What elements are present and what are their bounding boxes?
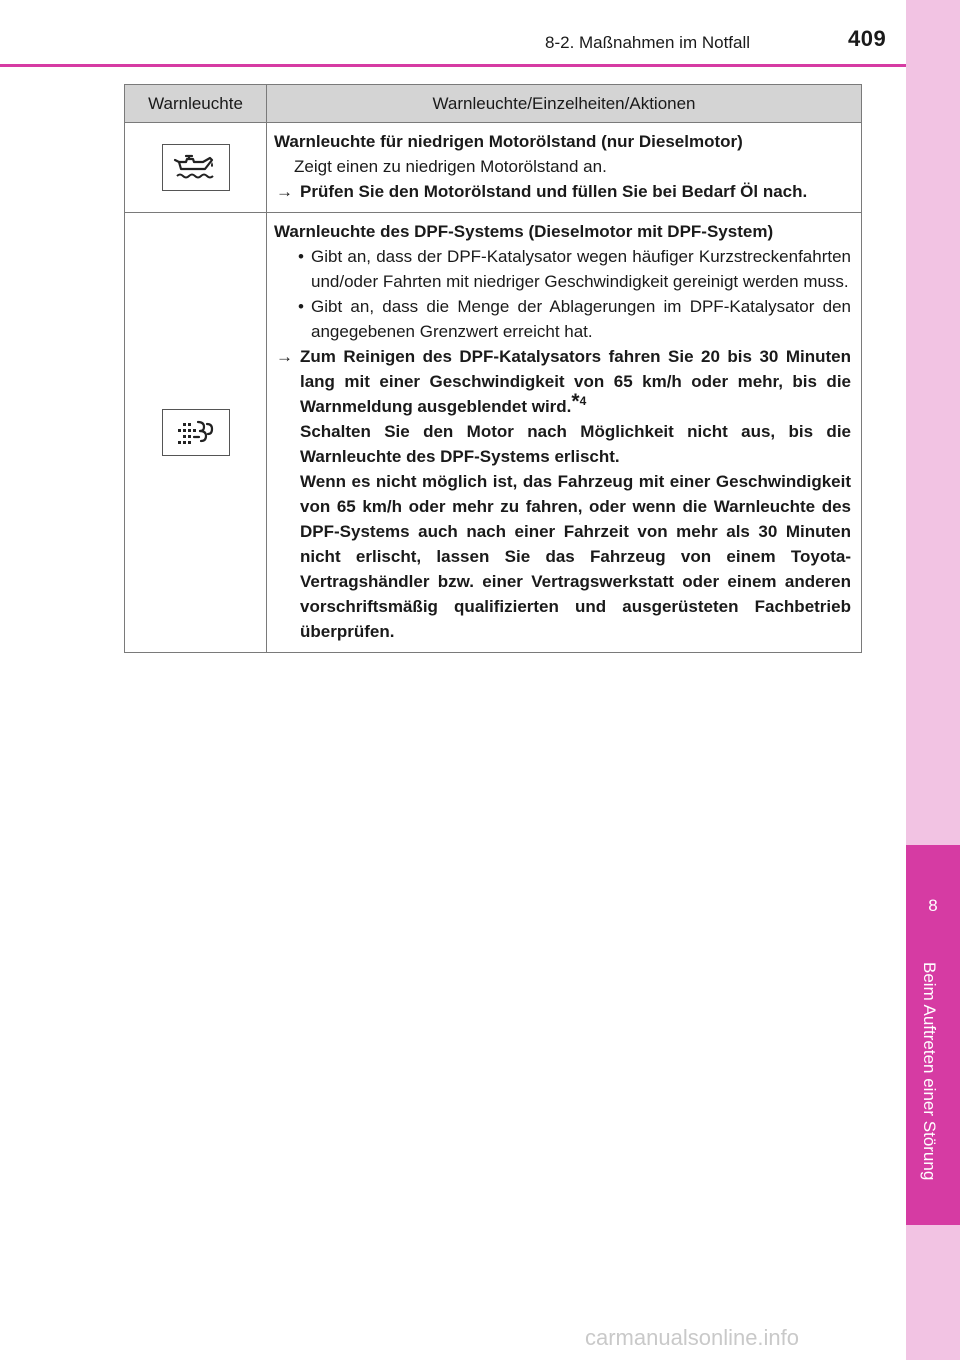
- section-title: 8-2. Maßnahmen im Notfall: [545, 33, 751, 52]
- footnote-number: 4: [579, 394, 587, 409]
- warning-light-table: [124, 84, 862, 653]
- column-header-warnleuchte: Warnleuchte: [125, 85, 267, 123]
- item-title: Warnleuchte des DPF-Systems (Dieselmotor mit DPF-System): [274, 222, 774, 241]
- chapter-number: 8: [928, 896, 938, 915]
- action-text: Zum Reinigen des DPF-Katalysators fahren Sie 20 bis 30 Minuten lang mit einer Geschwindigkeit von 65 km/h oder mehr, bis die Warnmeldung ausgeblendet wird.: [300, 347, 851, 416]
- dpf-icon: [162, 409, 230, 456]
- description-cell: [267, 213, 862, 653]
- icon-cell: [125, 123, 267, 213]
- bullet-item: • Gibt an, dass der DPF-Katalysator wegen häufiger Kurzstreckenfahrten und/oder Fahrten mit niedriger Geschwindigkeit gereinigt werden muss.: [274, 244, 851, 294]
- action-step: [274, 179, 851, 204]
- icon-cell: [125, 213, 267, 653]
- header-rule: [0, 64, 906, 67]
- table-row: [125, 213, 862, 653]
- item-description: Zeigt einen zu niedrigen Motorölstand an.: [294, 157, 607, 176]
- item-title: Warnleuchte für niedrigen Motorölstand (nur Dieselmotor): [274, 132, 743, 151]
- footnote-reference[interactable]: [571, 390, 587, 414]
- oil-level-icon: [162, 144, 230, 191]
- description-cell: [267, 123, 862, 213]
- bullet-item: • Gibt an, dass die Menge der Ablagerungen im DPF-Katalysator den angegebenen Grenzwert erreicht hat.: [274, 294, 851, 344]
- footnote-star: *: [571, 390, 580, 414]
- chapter-title: Beim Auftreten einer Störung: [920, 962, 939, 1181]
- action-step: [274, 344, 851, 419]
- arrow-icon: →: [276, 347, 293, 366]
- table-row: [125, 123, 862, 213]
- action-paragraph: Wenn es nicht möglich ist, das Fahrzeug mit einer Geschwindigkeit von 65 km/h oder mehr zu fahren, oder wenn die Warnleuchte des DPF-Systems auch nach einer Fahrzeit von mehr als 30 Minuten nicht erlischt, lassen Sie das Fahrzeug von einem Toyota-Vertragshändler bzw. einer Vertragswerkstatt oder einem anderen vorschriftsmäßig qualifizierten und ausgerüsteten Fachbetrieb überprüfen.: [300, 472, 851, 641]
- arrow-icon: →: [276, 182, 293, 201]
- table-header-row: [125, 85, 862, 123]
- action-text: Prüfen Sie den Motorölstand und füllen Sie bei Bedarf Öl nach.: [300, 182, 808, 201]
- page-number: 409: [848, 26, 887, 51]
- action-paragraph: Schalten Sie den Motor nach Möglichkeit nicht aus, bis die Warnleuchte des DPF-Systems erlischt.: [300, 422, 851, 466]
- column-header-details: Warnleuchte/Einzelheiten/Aktionen: [267, 85, 862, 123]
- watermark: carmanualsonline.info: [585, 1325, 800, 1350]
